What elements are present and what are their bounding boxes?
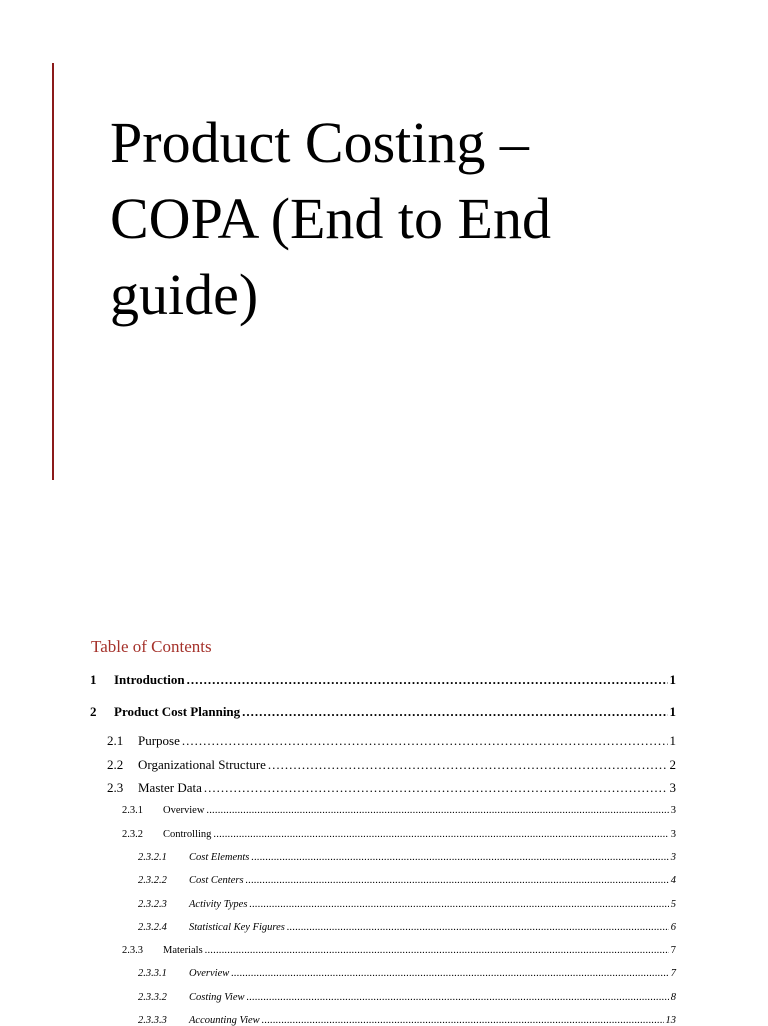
toc-entry-page: 3 bbox=[670, 829, 676, 840]
toc-heading: Table of Contents bbox=[91, 637, 212, 656]
toc-entry[interactable] bbox=[0, 805, 676, 816]
document-title bbox=[110, 105, 730, 333]
toc-entry[interactable] bbox=[0, 922, 676, 933]
toc-entry-page: 1 bbox=[669, 733, 676, 748]
toc-entry-number: 2.3.2 bbox=[122, 829, 143, 840]
toc-entry[interactable] bbox=[0, 875, 676, 886]
toc-leader-dots bbox=[246, 875, 669, 886]
toc-entry[interactable] bbox=[0, 945, 676, 956]
toc-entry-number: 1 bbox=[90, 672, 97, 687]
toc-leader-dots bbox=[206, 805, 668, 816]
toc-entry-number: 2.2 bbox=[107, 757, 124, 772]
toc-entry-label: Costing View bbox=[189, 992, 245, 1003]
toc-entry[interactable] bbox=[0, 968, 676, 979]
toc-entry-number: 2.1 bbox=[107, 733, 124, 748]
toc-entry[interactable] bbox=[0, 757, 676, 773]
toc-entry-number: 2.3.2.2 bbox=[138, 875, 167, 886]
toc-entry-label: Master Data bbox=[138, 780, 202, 795]
toc-leader-dots bbox=[187, 672, 668, 688]
toc-entry[interactable] bbox=[0, 672, 676, 688]
toc-entry-number: 2.3.2.1 bbox=[138, 852, 167, 863]
toc-entry-number: 2.3.3.2 bbox=[138, 992, 167, 1003]
toc-entry-number: 2.3.2.4 bbox=[138, 922, 167, 933]
toc-entry-label: Statistical Key Figures bbox=[189, 922, 285, 933]
toc-entry[interactable] bbox=[0, 1015, 676, 1026]
toc-entry-page: 4 bbox=[670, 875, 676, 886]
toc-leader-dots bbox=[242, 704, 667, 720]
toc-entry[interactable] bbox=[0, 733, 676, 749]
toc-leader-dots bbox=[247, 992, 669, 1003]
toc-entry-label: Controlling bbox=[163, 829, 212, 840]
toc-entry-label: Activity Types bbox=[189, 899, 248, 910]
toc-entry[interactable] bbox=[0, 780, 676, 796]
toc-entry-label: Introduction bbox=[114, 672, 185, 687]
toc-entry-label: Cost Elements bbox=[189, 852, 250, 863]
toc-entry-label: Product Cost Planning bbox=[114, 704, 241, 719]
toc-entry-label: Purpose bbox=[138, 733, 180, 748]
toc-leader-dots bbox=[205, 945, 669, 956]
toc-entry-label: Materials bbox=[163, 945, 203, 956]
toc-entry-number: 2.3.1 bbox=[122, 805, 143, 816]
toc-leader-dots bbox=[204, 780, 668, 796]
toc-entry-label: Accounting View bbox=[189, 1015, 260, 1026]
toc-entry[interactable] bbox=[0, 852, 676, 863]
toc-entry-page: 7 bbox=[670, 968, 676, 979]
toc-entry-label: Organizational Structure bbox=[138, 757, 266, 772]
toc-leader-dots bbox=[182, 733, 668, 749]
toc-entry-number: 2 bbox=[90, 704, 97, 719]
toc-entry-number: 2.3.2.3 bbox=[138, 899, 167, 910]
toc-leader-dots bbox=[231, 968, 669, 979]
toc-entry-page: 3 bbox=[670, 805, 676, 816]
toc-entry[interactable] bbox=[0, 992, 676, 1003]
toc-entry-number: 2.3.3.1 bbox=[138, 968, 167, 979]
toc-entry-page: 1 bbox=[669, 672, 676, 687]
toc-entry-page: 2 bbox=[669, 757, 676, 772]
toc-entry-number: 2.3.3 bbox=[122, 945, 143, 956]
title-line: Product Costing – bbox=[110, 109, 529, 175]
toc-entry-label: Overview bbox=[163, 805, 205, 816]
toc-entry-page: 1 bbox=[669, 704, 676, 719]
toc-leader-dots bbox=[268, 757, 668, 773]
toc-entry-number: 2.3.3.3 bbox=[138, 1015, 167, 1026]
toc-entry-label: Overview bbox=[189, 968, 230, 979]
toc-entry-number: 2.3 bbox=[107, 780, 124, 795]
toc-entry[interactable] bbox=[0, 704, 676, 720]
toc-entry-page: 7 bbox=[670, 945, 676, 956]
title-accent-rule bbox=[52, 63, 54, 480]
title-line: COPA (End to End bbox=[110, 185, 551, 251]
toc-leader-dots bbox=[249, 899, 668, 910]
toc-entry-page: 13 bbox=[665, 1015, 676, 1026]
toc-leader-dots bbox=[251, 852, 668, 863]
toc-entry[interactable] bbox=[0, 899, 676, 910]
toc-entry-page: 3 bbox=[669, 780, 676, 795]
toc-entry-label: Cost Centers bbox=[189, 875, 244, 886]
toc-leader-dots bbox=[262, 1015, 664, 1026]
toc-entry[interactable] bbox=[0, 829, 676, 840]
toc-entry-page: 8 bbox=[670, 992, 676, 1003]
toc-entry-page: 3 bbox=[670, 852, 676, 863]
toc-leader-dots bbox=[287, 922, 669, 933]
title-line: guide) bbox=[110, 261, 259, 327]
toc-entry-page: 6 bbox=[670, 922, 676, 933]
toc-entry-page: 5 bbox=[670, 899, 676, 910]
toc-leader-dots bbox=[213, 829, 668, 840]
